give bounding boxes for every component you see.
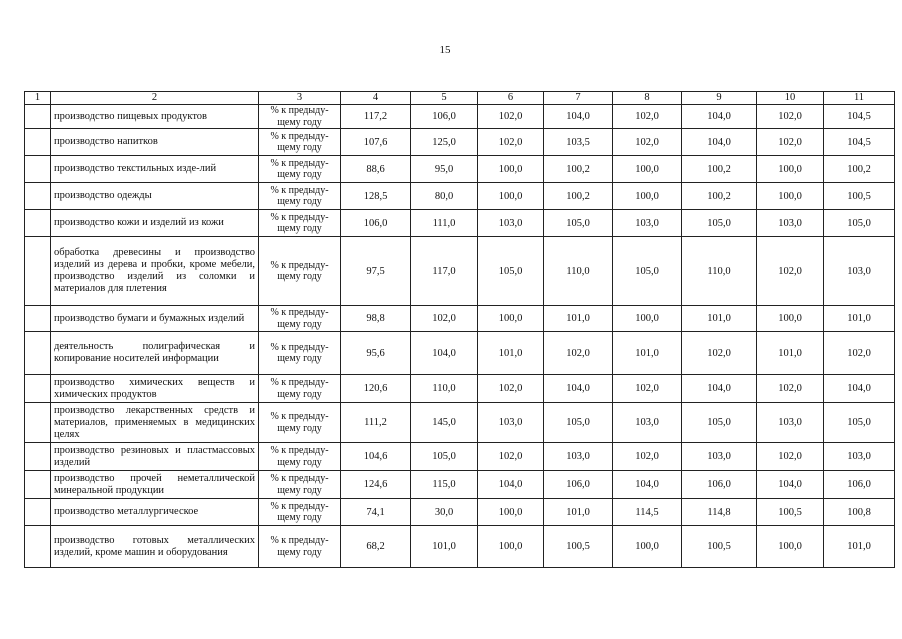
- value-cell-col-7: 105,0: [544, 403, 613, 443]
- industry-name: производство резиновых и пластмассовых изделий: [54, 444, 255, 468]
- value-cell-col-8: 105,0: [613, 237, 682, 306]
- table-row: [25, 471, 895, 499]
- value-cell-col-8: 104,0: [613, 471, 682, 499]
- unit-line-1: % к предыду-: [270, 377, 329, 388]
- value-cell-col-4: 106,0: [341, 210, 411, 237]
- unit-line-2: щему году: [277, 169, 322, 180]
- unit-cell: [259, 375, 341, 403]
- industry-name: производство химических веществ и химических продуктов: [54, 376, 255, 400]
- value-cell-col-10: 102,0: [757, 375, 824, 403]
- unit-line-1: % к предыду-: [270, 307, 329, 318]
- value-cell-col-10: 100,0: [757, 183, 824, 210]
- industry-name-cell: [51, 499, 259, 526]
- value-cell-col-11: 104,0: [824, 375, 895, 403]
- unit-line-2: щему году: [277, 318, 322, 330]
- value-cell-col-4: 74,1: [341, 499, 411, 526]
- value-cell-col-11: 103,0: [824, 443, 895, 471]
- unit-cell: [259, 210, 341, 237]
- value-cell-col-6: 100,0: [478, 156, 544, 183]
- value-cell-col-5: 111,0: [411, 210, 478, 237]
- industry-name-cell: [51, 237, 259, 306]
- row-index-cell: [25, 306, 51, 332]
- unit-cell: [259, 471, 341, 499]
- value-cell-col-4: 128,5: [341, 183, 411, 210]
- value-cell-col-6: 102,0: [478, 129, 544, 156]
- indicators-table: [24, 91, 895, 568]
- row-index-cell: [25, 183, 51, 210]
- unit-cell: [259, 403, 341, 443]
- value-cell-col-11: 101,0: [824, 526, 895, 568]
- unit-cell: [259, 237, 341, 306]
- industry-name: производство прочей неметаллической минеральной продукции: [54, 472, 255, 496]
- row-index-cell: [25, 237, 51, 306]
- value-cell-col-9: 114,8: [682, 499, 757, 526]
- row-index-cell: [25, 526, 51, 568]
- industry-name-cell: [51, 105, 259, 129]
- column-header-3: 3: [259, 92, 341, 105]
- value-cell-col-9: 100,2: [682, 183, 757, 210]
- value-cell-col-9: 102,0: [682, 332, 757, 375]
- value-cell-col-6: 105,0: [478, 237, 544, 306]
- value-cell-col-5: 115,0: [411, 471, 478, 499]
- row-index-cell: [25, 471, 51, 499]
- value-cell-col-5: 102,0: [411, 306, 478, 332]
- column-header-8: 8: [613, 92, 682, 105]
- value-cell-col-7: 101,0: [544, 499, 613, 526]
- unit-line-2: щему году: [277, 196, 322, 207]
- unit-line-2: щему году: [277, 142, 322, 153]
- value-cell-col-4: 117,2: [341, 105, 411, 129]
- value-cell-col-11: 104,5: [824, 129, 895, 156]
- value-cell-col-7: 100,5: [544, 526, 613, 568]
- value-cell-col-6: 101,0: [478, 332, 544, 375]
- value-cell-col-6: 100,0: [478, 526, 544, 568]
- industry-name: производство одежды: [54, 190, 152, 201]
- value-cell-col-7: 100,2: [544, 156, 613, 183]
- value-cell-col-10: 100,5: [757, 499, 824, 526]
- row-index-cell: [25, 403, 51, 443]
- header-row: [25, 92, 895, 105]
- value-cell-col-5: 104,0: [411, 332, 478, 375]
- unit-cell: [259, 526, 341, 568]
- row-index-cell: [25, 156, 51, 183]
- value-cell-col-7: 106,0: [544, 471, 613, 499]
- column-header-10: 10: [757, 92, 824, 105]
- row-index-cell: [25, 499, 51, 526]
- column-header-11: 11: [824, 92, 895, 105]
- column-header-9: 9: [682, 92, 757, 105]
- value-cell-col-10: 103,0: [757, 403, 824, 443]
- value-cell-col-8: 114,5: [613, 499, 682, 526]
- column-header-2: 2: [51, 92, 259, 105]
- value-cell-col-9: 104,0: [682, 129, 757, 156]
- row-index-cell: [25, 443, 51, 471]
- value-cell-col-6: 103,0: [478, 403, 544, 443]
- industry-name: производство готовых металлических изделий, кроме машин и оборудования: [54, 534, 255, 558]
- value-cell-col-5: 30,0: [411, 499, 478, 526]
- row-index-cell: [25, 332, 51, 375]
- value-cell-col-8: 102,0: [613, 129, 682, 156]
- value-cell-col-8: 103,0: [613, 403, 682, 443]
- value-cell-col-8: 100,0: [613, 156, 682, 183]
- value-cell-col-6: 104,0: [478, 471, 544, 499]
- unit-line-1: % к предыду-: [270, 211, 329, 223]
- value-cell-col-5: 145,0: [411, 403, 478, 443]
- value-cell-col-10: 102,0: [757, 237, 824, 306]
- value-cell-col-10: 100,0: [757, 306, 824, 332]
- table-row: [25, 156, 895, 183]
- value-cell-col-9: 105,0: [682, 210, 757, 237]
- value-cell-col-7: 104,0: [544, 375, 613, 403]
- value-cell-col-10: 101,0: [757, 332, 824, 375]
- value-cell-col-5: 106,0: [411, 105, 478, 129]
- value-cell-col-8: 102,0: [613, 375, 682, 403]
- table-row: [25, 237, 895, 306]
- industry-name-cell: [51, 129, 259, 156]
- unit-cell: [259, 443, 341, 471]
- value-cell-col-4: 95,6: [341, 332, 411, 375]
- industry-name-cell: [51, 183, 259, 210]
- column-header-1: 1: [25, 92, 51, 105]
- value-cell-col-9: 104,0: [682, 105, 757, 129]
- value-cell-col-11: 100,8: [824, 499, 895, 526]
- value-cell-col-4: 107,6: [341, 129, 411, 156]
- value-cell-col-7: 105,0: [544, 210, 613, 237]
- industry-name-cell: [51, 332, 259, 375]
- value-cell-col-5: 105,0: [411, 443, 478, 471]
- industry-name-cell: [51, 471, 259, 499]
- industry-name: производство лекарственных средств и материалов, применяемых в медицинских целях: [54, 404, 255, 440]
- unit-line-2: щему году: [277, 546, 322, 558]
- table-row: [25, 375, 895, 403]
- industry-name-cell: [51, 526, 259, 568]
- value-cell-col-9: 106,0: [682, 471, 757, 499]
- row-index-cell: [25, 375, 51, 403]
- value-cell-col-4: 98,8: [341, 306, 411, 332]
- industry-name-cell: [51, 403, 259, 443]
- industry-name-cell: [51, 375, 259, 403]
- value-cell-col-4: 88,6: [341, 156, 411, 183]
- value-cell-col-8: 100,0: [613, 526, 682, 568]
- page-number: 15: [439, 44, 451, 56]
- table-row: [25, 105, 895, 129]
- value-cell-col-7: 103,5: [544, 129, 613, 156]
- value-cell-col-6: 100,0: [478, 306, 544, 332]
- value-cell-col-9: 101,0: [682, 306, 757, 332]
- value-cell-col-4: 68,2: [341, 526, 411, 568]
- table-row: [25, 210, 895, 237]
- value-cell-col-7: 101,0: [544, 306, 613, 332]
- value-cell-col-7: 100,2: [544, 183, 613, 210]
- column-header-6: 6: [478, 92, 544, 105]
- unit-line-1: % к предыду-: [270, 473, 329, 484]
- unit-line-2: щему году: [277, 353, 322, 364]
- unit-line-2: щему году: [277, 271, 322, 282]
- value-cell-col-5: 110,0: [411, 375, 478, 403]
- unit-cell: [259, 332, 341, 375]
- value-cell-col-5: 80,0: [411, 183, 478, 210]
- unit-line-1: % к предыду-: [270, 341, 329, 353]
- column-header-4: 4: [341, 92, 411, 105]
- value-cell-col-11: 101,0: [824, 306, 895, 332]
- column-header-5: 5: [411, 92, 478, 105]
- value-cell-col-6: 100,0: [478, 183, 544, 210]
- value-cell-col-8: 100,0: [613, 306, 682, 332]
- unit-cell: [259, 499, 341, 526]
- table-row: [25, 332, 895, 375]
- unit-line-1: % к предыду-: [270, 445, 329, 456]
- unit-cell: [259, 105, 341, 129]
- industry-name: деятельность полиграфическая и копирование носителей информации: [54, 341, 255, 364]
- value-cell-col-4: 97,5: [341, 237, 411, 306]
- value-cell-col-10: 102,0: [757, 129, 824, 156]
- value-cell-col-10: 100,0: [757, 526, 824, 568]
- unit-line-2: щему году: [277, 116, 322, 128]
- value-cell-col-6: 100,0: [478, 499, 544, 526]
- value-cell-col-4: 120,6: [341, 375, 411, 403]
- value-cell-col-8: 103,0: [613, 210, 682, 237]
- value-cell-col-7: 110,0: [544, 237, 613, 306]
- unit-line-1: % к предыду-: [270, 130, 329, 142]
- table-row: [25, 403, 895, 443]
- value-cell-col-9: 100,2: [682, 156, 757, 183]
- value-cell-col-5: 117,0: [411, 237, 478, 306]
- value-cell-col-6: 102,0: [478, 443, 544, 471]
- value-cell-col-11: 103,0: [824, 237, 895, 306]
- value-cell-col-4: 124,6: [341, 471, 411, 499]
- unit-line-2: щему году: [277, 388, 322, 400]
- table-row: [25, 499, 895, 526]
- value-cell-col-7: 103,0: [544, 443, 613, 471]
- value-cell-col-6: 102,0: [478, 105, 544, 129]
- column-header-7: 7: [544, 92, 613, 105]
- value-cell-col-8: 101,0: [613, 332, 682, 375]
- row-index-cell: [25, 210, 51, 237]
- value-cell-col-9: 104,0: [682, 375, 757, 403]
- value-cell-col-4: 111,2: [341, 403, 411, 443]
- industry-name-cell: [51, 443, 259, 471]
- value-cell-col-7: 104,0: [544, 105, 613, 129]
- unit-line-2: щему году: [277, 484, 322, 496]
- value-cell-col-10: 102,0: [757, 443, 824, 471]
- unit-cell: [259, 306, 341, 332]
- value-cell-col-11: 104,5: [824, 105, 895, 129]
- value-cell-col-4: 104,6: [341, 443, 411, 471]
- unit-line-2: щему году: [277, 223, 322, 234]
- unit-line-1: % к предыду-: [270, 535, 329, 546]
- value-cell-col-7: 102,0: [544, 332, 613, 375]
- unit-line-1: % к предыду-: [270, 105, 329, 116]
- value-cell-col-11: 105,0: [824, 210, 895, 237]
- industry-name-cell: [51, 210, 259, 237]
- value-cell-col-11: 100,5: [824, 183, 895, 210]
- unit-line-2: щему году: [277, 512, 322, 523]
- value-cell-col-5: 101,0: [411, 526, 478, 568]
- industry-name: производство текстильных изде-лий: [54, 163, 217, 174]
- value-cell-col-10: 103,0: [757, 210, 824, 237]
- table-row: [25, 306, 895, 332]
- value-cell-col-10: 102,0: [757, 105, 824, 129]
- value-cell-col-11: 106,0: [824, 471, 895, 499]
- unit-cell: [259, 156, 341, 183]
- value-cell-col-10: 104,0: [757, 471, 824, 499]
- value-cell-col-8: 100,0: [613, 183, 682, 210]
- value-cell-col-11: 105,0: [824, 403, 895, 443]
- unit-cell: [259, 129, 341, 156]
- unit-line-1: % к предыду-: [270, 411, 329, 422]
- value-cell-col-11: 102,0: [824, 332, 895, 375]
- value-cell-col-9: 103,0: [682, 443, 757, 471]
- table-row: [25, 443, 895, 471]
- value-cell-col-10: 100,0: [757, 156, 824, 183]
- value-cell-col-5: 125,0: [411, 129, 478, 156]
- value-cell-col-9: 110,0: [682, 237, 757, 306]
- industry-name: обработка древесины и производство изделий из дерева и пробки, кроме мебели, производство изделий из соломки и материалов для плетения: [54, 247, 255, 294]
- table-row: [25, 526, 895, 568]
- table-row: [25, 129, 895, 156]
- row-index-cell: [25, 105, 51, 129]
- value-cell-col-8: 102,0: [613, 105, 682, 129]
- value-cell-col-8: 102,0: [613, 443, 682, 471]
- unit-line-2: щему году: [277, 422, 322, 434]
- value-cell-col-9: 105,0: [682, 403, 757, 443]
- value-cell-col-6: 103,0: [478, 210, 544, 237]
- industry-name-cell: [51, 156, 259, 183]
- value-cell-col-6: 102,0: [478, 375, 544, 403]
- industry-name: производство напитков: [54, 136, 158, 147]
- value-cell-col-5: 95,0: [411, 156, 478, 183]
- unit-line-1: % к предыду-: [270, 500, 329, 512]
- industry-name: производство кожи и изделий из кожи: [54, 217, 224, 228]
- table-row: [25, 183, 895, 210]
- unit-line-2: щему году: [277, 456, 322, 468]
- unit-cell: [259, 183, 341, 210]
- unit-line-1: % к предыду-: [270, 259, 329, 271]
- value-cell-col-9: 100,5: [682, 526, 757, 568]
- unit-line-1: % к предыду-: [270, 184, 329, 196]
- industry-name: производство бумаги и бумажных изделий: [54, 312, 245, 324]
- industry-name: производство металлургическое: [54, 506, 199, 517]
- industry-name-cell: [51, 306, 259, 332]
- unit-line-1: % к предыду-: [270, 157, 329, 169]
- row-index-cell: [25, 129, 51, 156]
- value-cell-col-11: 100,2: [824, 156, 895, 183]
- industry-name: производство пищевых продуктов: [54, 110, 207, 122]
